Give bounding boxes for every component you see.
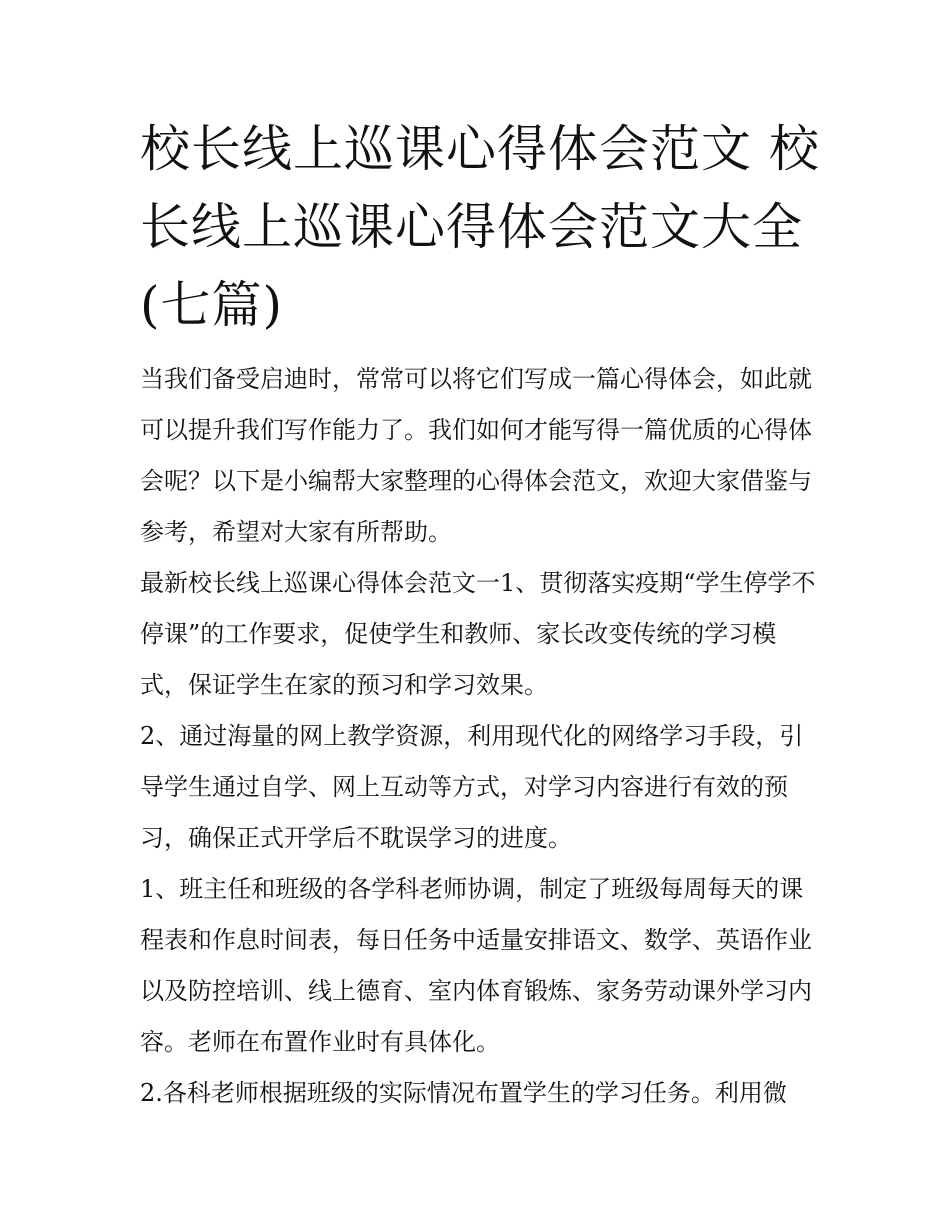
document-title: 校长线上巡课心得体会范文 校长线上巡课心得体会范文大全(七篇) [140,120,820,334]
paragraph-3: 1、班主任和班级的各学科老师协调，制定了班级每周每天的课程表和作息时间表，每日任务中适量安排语文、数学、英语作业以及防控培训、线上德育、室内体育锻炼、家务劳动课外学习内容。老师在布置作业时有具体化。 [140,875,812,1056]
document-page [140,110,820,1119]
paragraph-2: 2、通过海量的网上教学资源，利用现代化的网络学习手段，引导学生通过自学、网上互动等方式，对学习内容进行有效的预习，确保正式开学后不耽误学习的进度。 [140,722,804,852]
paragraph-1: 最新校长线上巡课心得体会范文一1、贯彻落实疫期“学生停学不停课”的工作要求，促使学生和教师、家长改变传统的学习模式，保证学生在家的预习和学习效果。 [140,569,816,699]
paragraph-intro: 当我们备受启迪时，常常可以将它们写成一篇心得体会，如此就可以提升我们写作能力了。我们如何才能写得一篇优质的心得体会呢？以下是小编帮大家整理的心得体会范文，欢迎大家借鉴与参考，希望对大家有所帮助。 [140,365,812,546]
paragraph-4: 2.各科老师根据班级的实际情况布置学生的学习任务。利用微 [140,1079,787,1107]
